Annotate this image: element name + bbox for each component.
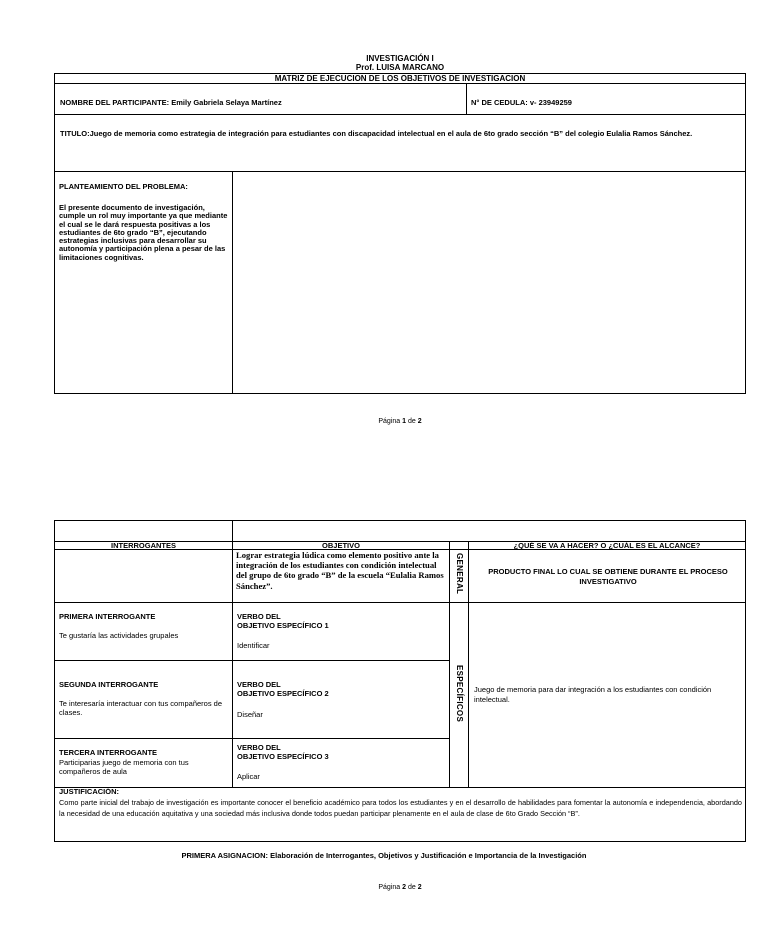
objective-2-heading: VERBO DEL OBJETIVO ESPECÍFICO 2 (237, 680, 329, 698)
objective-2-cell (232, 660, 450, 739)
interrogante-1-heading: PRIMERA INTERROGANTE (59, 612, 156, 621)
research-title: TITULO:Juego de memoria como estrategia de integración para estudiantes con discapacidad intelectual en el aula de 6to grado sección “B” del colegio Eulalia Ramos Sánchez. (60, 129, 693, 138)
problem-heading: PLANTEAMIENTO DEL PROBLEMA: (59, 182, 188, 191)
empty-header-right (232, 520, 746, 542)
header-alcance: ¿QUÉ SE VA A HACER? O ¿CUÁL ES EL ALCANCE? (468, 541, 746, 550)
page-footer-1: Página 1 de 2 (378, 418, 422, 425)
product-text-cell (468, 602, 746, 788)
problem-text: El presente documento de investigación, cumple un rol muy importante ya que mediante el cual se le dará respuesta positivas a los estudiantes de 6to grado “B”, ejecutando estrategias inclusivas para desarrollar su autonomía y participación plena a pesar de las limitaciones cognitivas. (59, 203, 228, 262)
interrogante-2-question: Te interesaría interactuar con tus compañeros de clases. (59, 699, 223, 717)
interrogante-3-question: Participarias juego de memoria con tus compañeros de aula (59, 758, 189, 776)
especificos-label-cell (449, 602, 469, 788)
objective-2-verb: Diseñar (237, 710, 263, 719)
empty-header-left (54, 520, 233, 542)
general-objective: Lograr estrategia lúdica como elemento positivo ante la integración de los estudiantes con condición intelectual del grupo de 6to grado “B” de la escuela “Eulalia Ramos Sánchez”. (236, 550, 444, 591)
objective-3-heading: VERBO DEL OBJETIVO ESPECÍFICO 3 (237, 743, 329, 761)
product-heading-cell (468, 549, 746, 603)
justification-text: Como parte inicial del trabajo de investigación es importante conocer el beneficio académico para todos los estudiantes y en el desarrollo de habilidades para fomentar la autonomía e independencia, abordando la necesidad de una educación aquitativa y una sociedad más inclusiva donde todos puedan participar plenamente en el aula de clase de 6to Grado Sección “B”. (59, 798, 742, 818)
especificos-label: ESPECÍFICOS (455, 665, 464, 723)
objective-1-heading: VERBO DEL OBJETIVO ESPECÍFICO 1 (237, 612, 329, 630)
interrogante-3-heading: TERCERA INTERROGANTE (59, 748, 158, 757)
objective-1-verb: Identificar (237, 641, 270, 650)
assignment-title: PRIMERA ASIGNACION: Elaboración de Interrogantes, Objetivos y Justificación e Importancia de la Investigación (181, 851, 587, 860)
general-objective-cell (232, 549, 450, 603)
interrogante-1-cell (54, 602, 233, 661)
interrogante-2-heading: SEGUNDA INTERROGANTE (59, 680, 159, 689)
justification-cell (54, 787, 746, 842)
page-footer-2: Página 2 de 2 (378, 884, 422, 891)
header-objetivo: OBJETIVO (232, 541, 450, 550)
interrogante-3-cell (54, 738, 233, 788)
cedula-cell (466, 83, 746, 115)
title-cell (54, 114, 746, 172)
general-label-cell (449, 549, 469, 603)
objective-3-verb: Aplicar (237, 772, 260, 781)
problem-empty-cell (232, 171, 746, 394)
product-heading: PRODUCTO FINAL LO CUAL SE OBTIENE DURANTE EL PROCESO INVESTIGATIVO (488, 567, 728, 586)
problem-cell (54, 171, 233, 394)
justification-heading: JUSTIFICACIÓN: (59, 787, 119, 796)
professor-name: Prof. LUISA MARCANO (355, 63, 445, 72)
product-text: Juego de memoria para dar integración a los estudiantes con condición intelectual. (474, 685, 712, 704)
header-interrogantes: INTERROGANTES (54, 541, 233, 550)
general-empty-cell (54, 549, 233, 603)
matrix-title: MATRIZ DE EJECUCION DE LOS OBJETIVOS DE INVESTIGACION (274, 74, 526, 83)
document-title: INVESTIGACIÓN I (366, 54, 434, 63)
cedula-number: N° DE CEDULA: v- 23949259 (471, 98, 572, 107)
interrogante-2-cell (54, 660, 233, 739)
participant-name: NOMBRE DEL PARTICIPANTE: Emily Gabriela Selaya Martínez (60, 98, 282, 107)
objective-1-cell (232, 602, 450, 661)
objective-3-cell (232, 738, 450, 788)
interrogante-1-question: Te gustaría las actividades grupales (59, 631, 179, 640)
participant-cell (54, 83, 467, 115)
general-label: GENERAL (455, 553, 464, 595)
